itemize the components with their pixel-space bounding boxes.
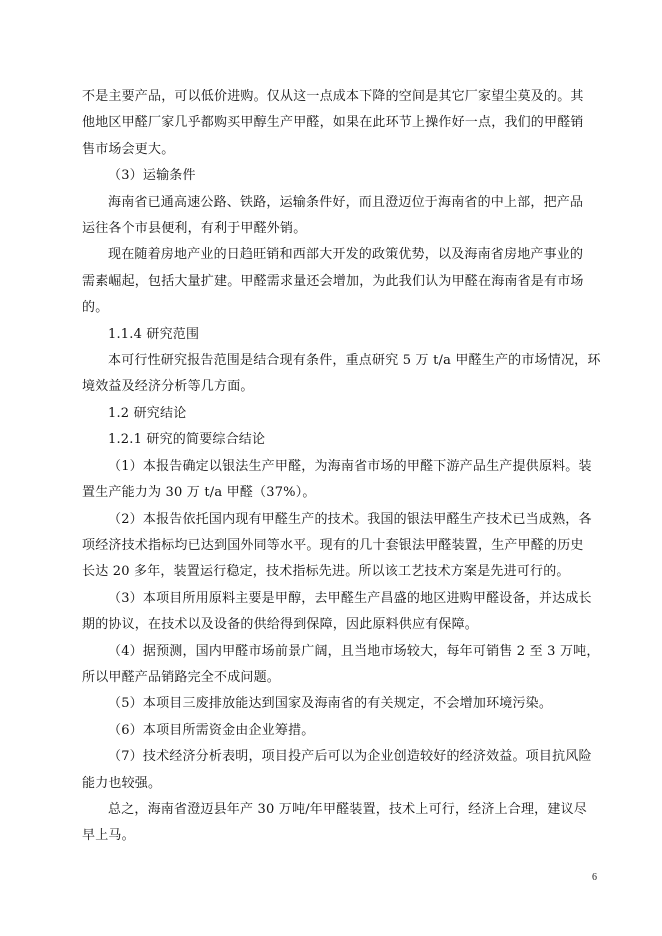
- paragraph-line: 不是主要产品，可以低价进购。仅从这一点成本下降的空间是其它厂家望尘莫及的。其: [82, 89, 584, 104]
- paragraph-line: （7）技术经济分析表明，项目投产后可以为企业创造较好的经济效益。项目抗风险: [108, 749, 592, 765]
- paragraph-line: 总之，海南省澄迈县年产 30 万吨/年甲醛装置，技术上可行，经济上合理，建议尽: [108, 801, 587, 817]
- paragraph-line: 期的协议，在技术以及设备的供给得到保障，因此原料供应有保障。: [82, 617, 479, 633]
- paragraph-line: （5）本项目三废排放能达到国家及海南省的有关规定，不会增加环境污染。: [108, 696, 553, 712]
- document-body: [82, 84, 601, 850]
- paragraph-line: （3）运输条件: [108, 168, 196, 184]
- paragraph-line: 早上马。: [82, 828, 135, 844]
- section-heading: 1.2 研究结论: [108, 405, 187, 421]
- paragraph-line: 境效益及经济分析等几方面。: [82, 379, 254, 395]
- paragraph-line: 运往各个市县便利，有利于甲醛外销。: [82, 221, 307, 237]
- paragraph-line: 他地区甲醛厂家几乎都购买甲醇生产甲醛，如果在此环节上操作好一点，我们的甲醛销: [82, 115, 584, 131]
- section-heading: 1.1.4 研究范围: [108, 326, 200, 342]
- paragraph-line: 项经济技术指标均已达到国外同等水平。现有的几十套银法甲醛装置，生产甲醛的历史: [82, 537, 584, 553]
- paragraph-line: 需素崛起，包括大量扩建。甲醛需求量还会增加，为此我们认为甲醛在海南省是有市场: [82, 273, 584, 289]
- paragraph-line: 售市场会更大。: [82, 141, 175, 157]
- paragraph-line: 现在随着房地产业的日趋旺销和西部大开发的政策优势，以及海南省房地产事业的: [108, 247, 584, 263]
- paragraph-line: （6）本项目所需资金由企业筹措。: [108, 722, 315, 738]
- paragraph-line: （1）本报告确定以银法生产甲醛，为海南省市场的甲醛下游产品生产提供原料。装: [108, 458, 592, 474]
- section-heading: 1.2.1 研究的简要综合结论: [108, 432, 266, 448]
- paragraph-line: 能力也较强。: [82, 775, 162, 791]
- paragraph-line: （4）据预测，国内甲醛市场前景广阔，且当地市场较大，每年可销售 2 至 3 万吨，: [108, 643, 600, 659]
- paragraph-line: 的。: [82, 300, 109, 316]
- paragraph-line: 本可行性研究报告范围是结合现有条件，重点研究 5 万 t/a 甲醛生产的市场情况，环: [108, 353, 601, 369]
- paragraph-line: （2）本报告依托国内现有甲醛生产的技术。我国的银法甲醛生产技术已当成熟，各: [108, 511, 592, 527]
- paragraph-line: 置生产能力为 30 万 t/a 甲醛（37%）。: [82, 485, 316, 501]
- paragraph-line: （3）本项目所用原料主要是甲醇，去甲醛生产昌盛的地区进购甲醛设备，并达成长: [108, 590, 592, 606]
- paragraph-line: 海南省已通高速公路、铁路，运输条件好，而且澄迈位于海南省的中上部，把产品: [108, 194, 584, 210]
- page-number: 6: [592, 872, 597, 883]
- paragraph-line: 所以甲醛产品销路完全不成问题。: [82, 669, 281, 685]
- paragraph-line: 长达 20 多年，装置运行稳定，技术指标先进。所以该工艺技术方案是先进可行的。: [82, 564, 570, 580]
